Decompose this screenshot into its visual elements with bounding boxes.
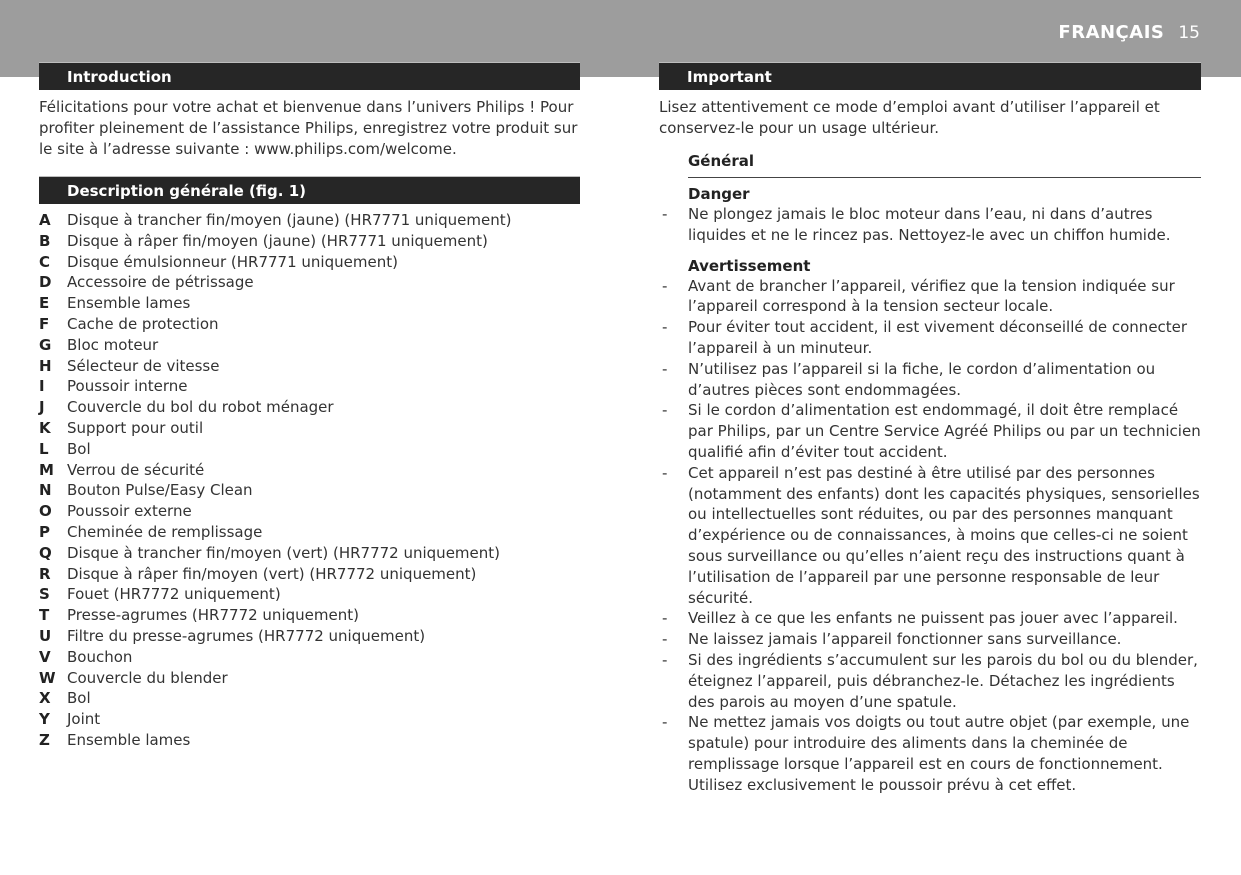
bullet-dash: -	[662, 650, 668, 669]
part-letter: G	[39, 335, 52, 354]
language-label: FRANÇAIS	[1058, 22, 1165, 43]
bullet-item	[659, 317, 1201, 359]
part-text: Bloc moteur	[67, 335, 159, 354]
section-title-description: Description générale (fig. 1)	[39, 176, 580, 204]
part-text: Poussoir interne	[67, 377, 188, 396]
bullet-text: Avant de brancher l’appareil, vérifiez que la tension indiquée sur l’appareil correspond à la tension secteur locale.	[688, 276, 1175, 316]
part-letter: Q	[39, 543, 52, 562]
parts-list-item	[39, 356, 580, 377]
parts-list-item	[39, 210, 580, 231]
part-text: Bouton Pulse/Easy Clean	[67, 481, 253, 500]
part-text: Disque à râper fin/moyen (vert) (HR7772 uniquement)	[67, 564, 477, 583]
part-text: Poussoir externe	[67, 502, 192, 521]
part-text: Sélecteur de vitesse	[67, 356, 220, 375]
part-letter: C	[39, 252, 51, 271]
section-title-introduction: Introduction	[39, 62, 580, 90]
part-text: Ensemble lames	[67, 294, 191, 313]
parts-list-item	[39, 460, 580, 481]
part-text: Support pour outil	[67, 418, 204, 437]
part-letter: H	[39, 356, 52, 375]
part-letter: F	[39, 314, 50, 333]
parts-list-item	[39, 480, 580, 501]
parts-list-item	[39, 439, 580, 460]
bullet-dash: -	[662, 463, 668, 482]
danger-heading: Danger	[688, 185, 750, 203]
danger-list	[659, 204, 1201, 246]
part-letter: B	[39, 231, 51, 250]
bullet-item	[659, 204, 1201, 246]
part-text: Couvercle du bol du robot ménager	[67, 398, 334, 417]
parts-list-item	[39, 647, 580, 668]
part-text: Presse-agrumes (HR7772 uniquement)	[67, 606, 359, 625]
part-letter: L	[39, 439, 49, 458]
bullet-text: Si le cordon d’alimentation est endommagé, il doit être remplacé par Philips, par un Centre Service Agréé Philips ou par un technicien qualifié afin d’éviter tout accident.	[688, 401, 1201, 461]
warning-list	[659, 276, 1201, 796]
bullet-item	[659, 608, 1201, 629]
part-text: Fouet (HR7772 uniquement)	[67, 585, 281, 604]
bullet-text: Si des ingrédients s’accumulent sur les parois du bol ou du blender, éteignez l’appareil, puis débranchez-le. Détachez les ingrédients des parois au moyen d’une spatule.	[688, 650, 1198, 711]
part-letter: I	[39, 377, 45, 396]
part-text: Disque émulsionneur (HR7771 uniquement)	[67, 252, 398, 271]
part-text: Filtre du presse-agrumes (HR7772 uniquement)	[67, 626, 426, 645]
part-letter: R	[39, 564, 51, 583]
parts-list-item	[39, 231, 580, 252]
part-text: Ensemble lames	[67, 730, 191, 749]
parts-list-item	[39, 564, 580, 585]
bullet-item	[659, 712, 1201, 795]
parts-list-item	[39, 584, 580, 605]
parts-list-item	[39, 335, 580, 356]
bullet-dash: -	[662, 318, 668, 337]
parts-list-item	[39, 522, 580, 543]
part-text: Disque à trancher fin/moyen (jaune) (HR7771 uniquement)	[67, 211, 512, 229]
bullet-text: Ne mettez jamais vos doigts ou tout autre objet (par exemple, une spatule) pour introduire des aliments dans la cheminée de remplissage lorsque l’appareil est en cours de fonctionnement. Utilisez exclusivement le poussoir prévu à cet effet.	[688, 713, 1190, 794]
parts-list-item	[39, 272, 580, 293]
bullet-dash: -	[662, 713, 668, 732]
bullet-dash: -	[662, 401, 668, 420]
warning-heading: Avertissement	[688, 256, 811, 275]
parts-list-item	[39, 501, 580, 522]
parts-list-item	[39, 709, 580, 730]
part-text: Couvercle du blender	[67, 668, 228, 687]
bullet-text: Ne plongez jamais le bloc moteur dans l’eau, ni dans d’autres liquides et ne le rincez pas. Nettoyez-le avec un chiffon humide.	[688, 205, 1171, 244]
part-letter: A	[39, 211, 51, 229]
part-text: Accessoire de pétrissage	[67, 273, 254, 292]
part-letter: N	[39, 481, 52, 500]
general-heading: Général	[688, 152, 754, 170]
introduction-text: Félicitations pour votre achat et bienvenue dans l’univers Philips ! Pour profiter pleinement de l’assistance Philips, enregistrez votre produit sur le site à l’adresse suivante : www.philips.com/welcome.	[39, 98, 578, 158]
part-letter: W	[39, 668, 56, 687]
page-number: 15	[1178, 23, 1200, 43]
parts-list-item	[39, 605, 580, 626]
part-text: Cheminée de remplissage	[67, 522, 263, 541]
bullet-item	[659, 359, 1201, 401]
parts-list-item	[39, 543, 580, 564]
bullet-item	[659, 650, 1201, 712]
parts-list-item	[39, 418, 580, 439]
parts-list-item	[39, 314, 580, 335]
part-letter: E	[39, 294, 50, 313]
bullet-dash: -	[662, 276, 668, 295]
right-column	[659, 62, 1201, 796]
page-header	[1058, 22, 1200, 43]
part-text: Joint	[67, 710, 101, 729]
bullet-item	[659, 463, 1201, 609]
parts-list-item	[39, 626, 580, 647]
part-text: Disque à trancher fin/moyen (vert) (HR7772 uniquement)	[67, 543, 501, 562]
part-letter: S	[39, 585, 50, 604]
bullet-text: N’utilisez pas l’appareil si la fiche, le cordon d’alimentation ou d’autres pièces sont endommagées.	[688, 359, 1156, 399]
part-text: Bol	[67, 439, 91, 458]
part-letter: K	[39, 418, 51, 437]
part-text: Bol	[67, 689, 91, 708]
bullet-dash: -	[662, 359, 668, 378]
part-text: Disque à râper fin/moyen (jaune) (HR7771 uniquement)	[67, 231, 488, 250]
part-letter: Y	[39, 710, 50, 729]
part-letter: J	[39, 398, 45, 417]
part-letter: X	[39, 689, 51, 708]
parts-list-item	[39, 293, 580, 314]
bullet-text: Cet appareil n’est pas destiné à être utilisé par des personnes (notamment des enfants) dont les capacités physiques, sensorielles ou intellectuelles sont réduites, ou par des personnes manquant d’expérience ou de connaissances, à moins que celles-ci ne soient sous surveillance ou qu’elles n’aient reçu des instructions quant à l’utilisation de l’appareil par une personne responsable de leur sécurité.	[688, 463, 1200, 607]
bullet-dash: -	[662, 630, 668, 649]
left-column	[39, 62, 580, 751]
bullet-item	[659, 400, 1201, 462]
part-letter: D	[39, 273, 52, 292]
bullet-text: Pour éviter tout accident, il est vivement déconseillé de connecter l’appareil à un minuteur.	[688, 318, 1188, 357]
parts-list-item	[39, 252, 580, 273]
part-text: Verrou de sécurité	[67, 460, 205, 479]
part-letter: O	[39, 502, 52, 521]
part-letter: U	[39, 626, 52, 645]
part-letter: T	[39, 606, 50, 625]
parts-list-item	[39, 668, 580, 689]
parts-list-item	[39, 376, 580, 397]
part-letter: P	[39, 522, 50, 541]
bullet-item	[659, 276, 1201, 318]
bullet-text: Veillez à ce que les enfants ne puissent pas jouer avec l’appareil.	[688, 609, 1178, 628]
parts-list-item	[39, 688, 580, 709]
important-text: Lisez attentivement ce mode d’emploi avant d’utiliser l’appareil et conservez-le pour un usage ultérieur.	[659, 98, 1160, 137]
section-title-important: Important	[659, 62, 1201, 90]
parts-list-item	[39, 730, 580, 751]
part-letter: Z	[39, 730, 50, 749]
part-letter: M	[39, 460, 54, 479]
part-text: Bouchon	[67, 647, 133, 666]
parts-list	[39, 210, 580, 751]
general-divider	[688, 177, 1201, 178]
bullet-text: Ne laissez jamais l’appareil fonctionner sans surveillance.	[688, 630, 1122, 649]
bullet-dash: -	[662, 205, 668, 223]
bullet-item	[659, 629, 1201, 650]
part-letter: V	[39, 647, 51, 666]
part-text: Cache de protection	[67, 314, 219, 333]
bullet-dash: -	[662, 609, 668, 628]
parts-list-item	[39, 397, 580, 418]
